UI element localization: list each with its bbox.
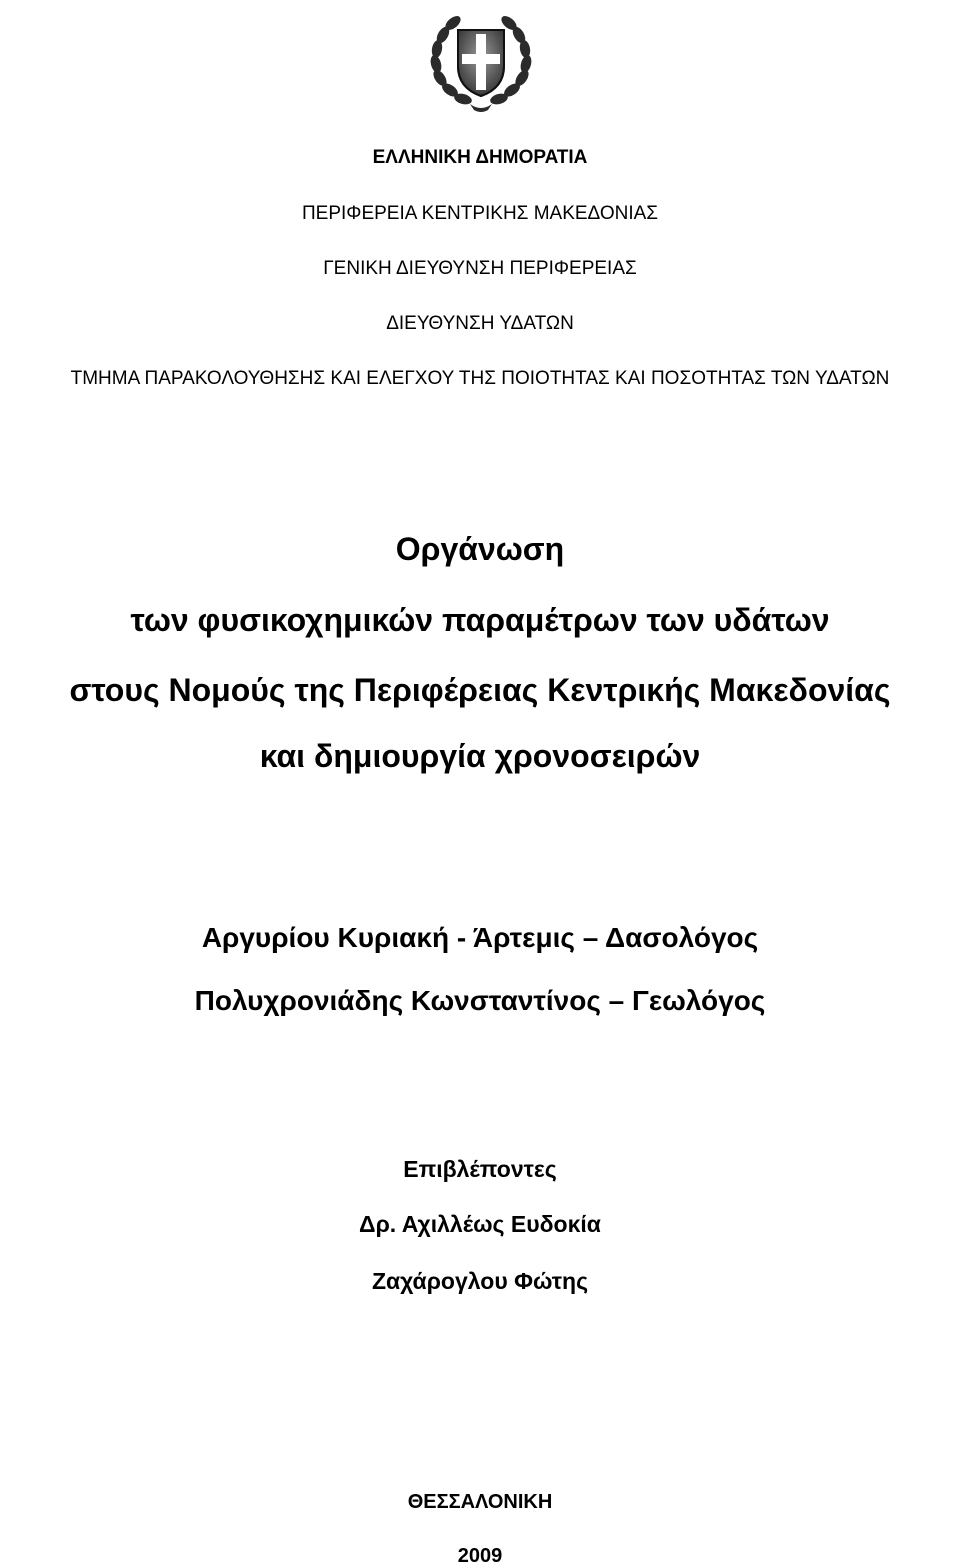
header-line-region: ΠΕΡΙΦΕΡΕΙΑ ΚΕΝΤΡΙΚΗΣ ΜΑΚΕΔΟΝΙΑΣ (301, 203, 659, 224)
author-2: Πολυχρονιάδης Κωνσταντίνος – Γεωλόγος (194, 985, 766, 1016)
title-line-2: των φυσικοχημικών παραμέτρων των υδάτων (130, 602, 830, 638)
header-line-country: ΕΛΛΗΝΙΚΗ ΔΗΜΟΡΑΤΙΑ (372, 147, 588, 168)
title-line-3: στους Νομούς της Περιφέρειας Κεντρικής Μακεδονίας (69, 672, 891, 708)
supervisor-2: Ζαχάρογλου Φώτης (371, 1268, 589, 1294)
footer-city: ΘΕΣΣΑΛΟΝΙΚΗ (407, 1491, 553, 1513)
title-line-1: Οργάνωση (395, 531, 565, 567)
greek-coat-of-arms-icon (426, 6, 536, 114)
title-line-4: και δημιουργία χρονοσειρών (259, 738, 701, 774)
supervisors-label: Επιβλέποντες (403, 1156, 557, 1182)
footer-year: 2009 (457, 1545, 503, 1567)
author-1: Αργυρίου Κυριακή - Άρτεμις – Δασολόγος (201, 922, 759, 953)
supervisor-1: Δρ. Αχιλλέως Ευδοκία (359, 1211, 601, 1237)
header-line-department: ΤΜΗΜΑ ΠΑΡΑΚΟΛΟΥΘΗΣΗΣ ΚΑΙ ΕΛΕΓΧΟΥ ΤΗΣ ΠΟΙΟΤΗΤΑΣ ΚΑΙ ΠΟΣΟΤΗΤΑΣ ΤΩΝ ΥΔΑΤΩΝ (70, 368, 890, 389)
header-line-directorate: ΔΙΕΥΘΥΝΣΗ ΥΔΑΤΩΝ (386, 313, 574, 334)
header-line-general-directorate: ΓΕΝΙΚΗ ΔΙΕΥΘΥΝΣΗ ΠΕΡΙΦΕΡΕΙΑΣ (323, 258, 637, 279)
